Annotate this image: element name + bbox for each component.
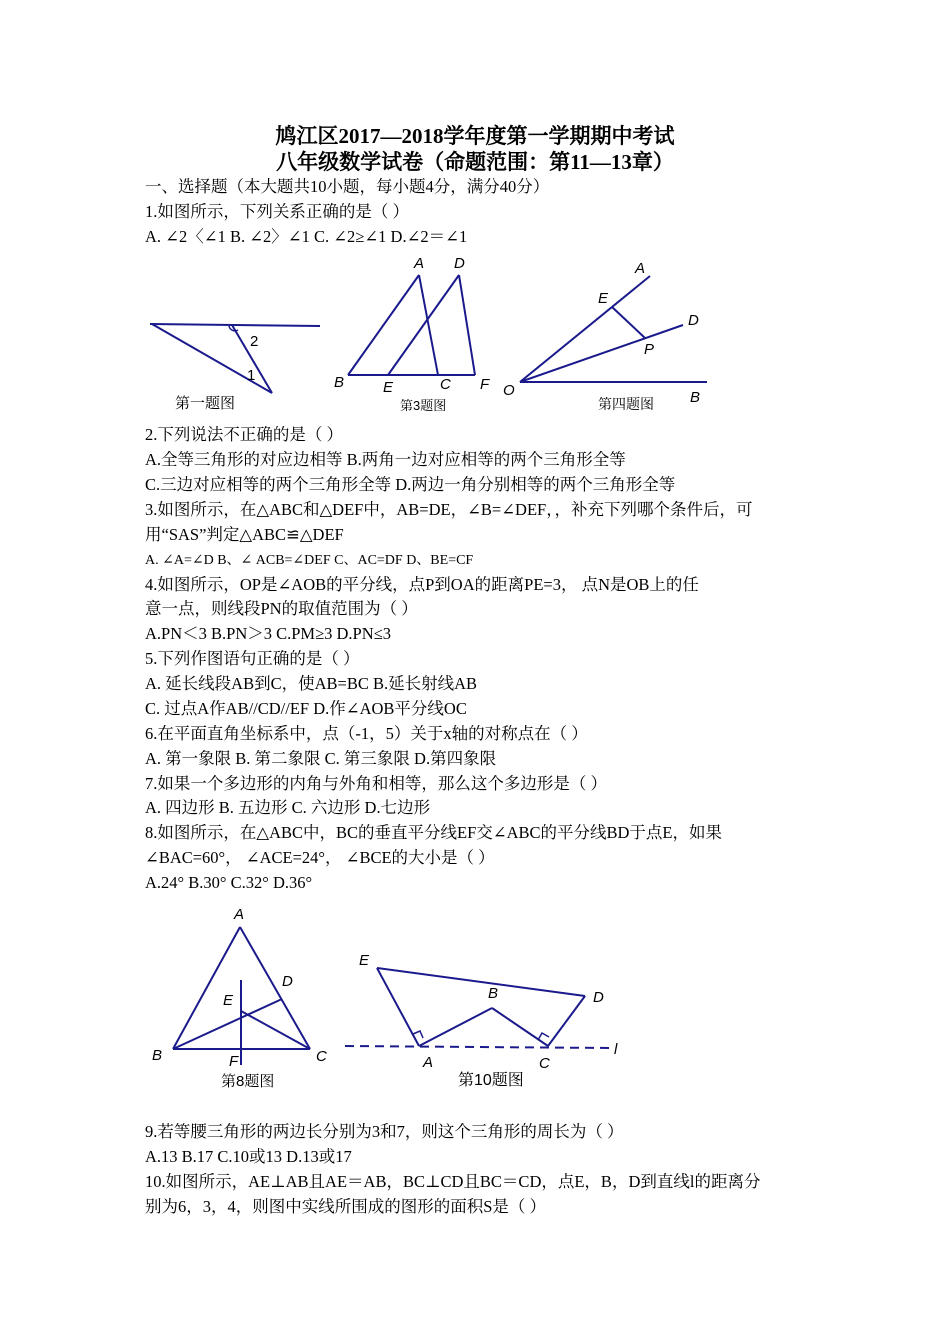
question-3-stem-1: 3.如图所示，在△ABC和△DEF中，AB=DE，∠B=∠DEF，，补充下列哪个条件后，可	[145, 500, 753, 519]
question-1-stem: 1.如图所示，下列关系正确的是（ ）	[145, 202, 409, 221]
fig8-label-C: C	[316, 1048, 327, 1065]
question-3-options: A. ∠A=∠D B、∠ ACB=∠DEF C、AC=DF D、BE=CF	[145, 553, 474, 568]
question-8-stem-1: 8.如图所示，在△ABC中，BC的垂直平分线EF交∠ABC的平分线BD于点E，如果	[145, 823, 723, 842]
fig4-label-D: D	[688, 312, 699, 329]
question-3-stem-2: 用“SAS”判定△ABC≌△DEF	[145, 525, 344, 544]
fig10-label-E: E	[359, 952, 370, 969]
question-2-options-ab: A.全等三角形的对应边相等 B.两角一边对应相等的两个三角形全等	[145, 450, 626, 469]
fig3-label-B: B	[334, 374, 345, 391]
fig10-label-A: A	[423, 1054, 434, 1071]
question-1-options: A. ∠2〈∠1 B. ∠2〉∠1 C. ∠2≥∠1 D.∠2＝∠1	[145, 227, 468, 246]
fig10-caption: 第10题图	[458, 1072, 524, 1089]
fig3-label-D: D	[454, 255, 465, 272]
fig10-label-l: l	[614, 1041, 618, 1058]
question-4-options: A.PN＜3 B.PN＞3 C.PM≥3 D.PN≤3	[145, 624, 391, 643]
fig1-label-1: 1	[247, 367, 256, 384]
fig8-label-E: E	[223, 992, 234, 1009]
exam-title: 鸠江区2017—2018学年度第一学期期中考试	[275, 124, 675, 148]
fig4-label-E: E	[598, 290, 609, 307]
question-2-options-cd: C.三边对应相等的两个三角形全等 D.两边一角分别相等的两个三角形全等	[145, 475, 676, 494]
figure-4-diagram	[495, 255, 725, 420]
fig10-label-C: C	[539, 1055, 550, 1072]
question-10-stem-2: 别为6，3，4，则图中实线所围成的图形的面积S是（ ）	[145, 1197, 547, 1216]
section-heading: 一、选择题（本大题共10小题，每小题4分，满分40分）	[145, 177, 550, 196]
figure-10-diagram	[340, 945, 640, 1095]
question-2-stem: 2.下列说法不正确的是（ ）	[145, 425, 343, 444]
fig10-label-B: B	[488, 985, 499, 1002]
question-9-options: A.13 B.17 C.10或13 D.13或17	[145, 1147, 352, 1166]
question-7-options: A. 四边形 B. 五边形 C. 六边形 D.七边形	[145, 798, 431, 817]
fig1-caption: 第一题图	[175, 395, 236, 412]
fig3-label-A: A	[414, 255, 425, 272]
question-4-stem-1: 4.如图所示，OP是∠AOB的平分线，点P到OA的距离PE=3， 点N是OB上的任	[145, 575, 699, 594]
fig8-label-D: D	[282, 973, 293, 990]
question-5-options-ab: A. 延长线段AB到C，使AB=BC B.延长射线AB	[145, 674, 478, 693]
fig4-label-O: O	[503, 382, 515, 399]
question-9-stem: 9.若等腰三角形的两边长分别为3和7，则这个三角形的周长为（ ）	[145, 1122, 624, 1141]
fig3-label-F: F	[480, 376, 490, 393]
question-4-stem-2: 意一点，则线段PN的取值范围为（ ）	[145, 599, 418, 618]
question-7-stem: 7.如果一个多边形的内角与外角和相等，那么这个多边形是（ ）	[145, 774, 607, 793]
fig4-caption: 第四题图	[598, 396, 654, 412]
fig1-label-2: 2	[250, 333, 259, 350]
fig3-caption: 第3题图	[400, 398, 447, 413]
figure-1-diagram	[140, 300, 340, 415]
question-10-stem-1: 10.如图所示，AE⊥AB且AE＝AB，BC⊥CD且BC＝CD，点E，B，D到直线l的距离分	[145, 1172, 761, 1191]
fig8-label-F: F	[229, 1053, 239, 1070]
fig4-label-A: A	[635, 260, 646, 277]
fig4-label-P: P	[644, 341, 655, 358]
fig8-label-B: B	[152, 1047, 163, 1064]
question-6-stem: 6.在平面直角坐标系中，点（-1，5）关于x轴的对称点在（ ）	[145, 724, 588, 743]
fig10-label-D: D	[593, 989, 604, 1006]
question-5-options-cd: C. 过点A作AB//CD//EF D.作∠AOB平分线OC	[145, 699, 467, 718]
question-5-stem: 5.下列作图语句正确的是（ ）	[145, 649, 360, 668]
exam-subtitle: 八年级数学试卷（命题范围：第11—13章）	[276, 150, 674, 174]
question-6-options: A. 第一象限 B. 第二象限 C. 第三象限 D.第四象限	[145, 749, 497, 768]
question-8-options: A.24° B.30° C.32° D.36°	[145, 873, 313, 892]
fig3-label-E: E	[383, 379, 394, 396]
fig3-label-C: C	[440, 376, 451, 393]
fig8-label-A: A	[234, 906, 245, 923]
figure-3-diagram	[330, 250, 510, 420]
fig4-label-B: B	[690, 389, 701, 406]
question-8-stem-2: ∠BAC=60°， ∠ACE=24°， ∠BCE的大小是（ ）	[145, 848, 495, 867]
fig8-caption: 第8题图	[221, 1073, 275, 1090]
figure-8-diagram	[145, 900, 345, 1095]
